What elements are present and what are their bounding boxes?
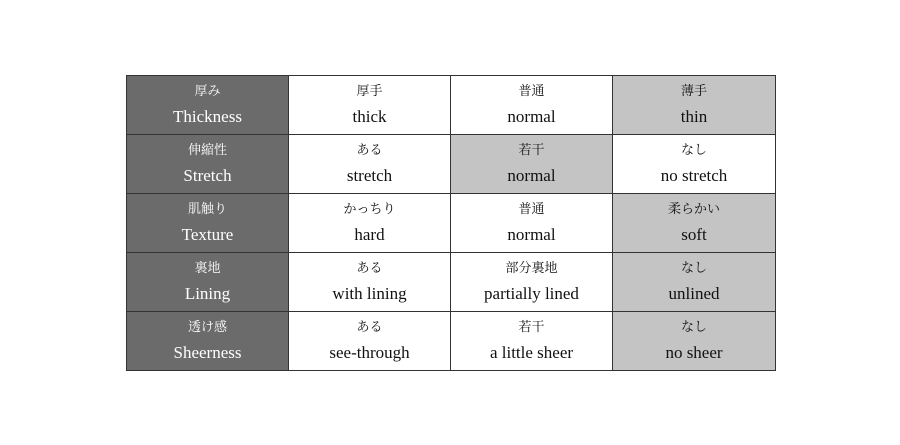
option-cell-unlined [613,253,776,312]
table-row-thickness [127,76,776,135]
option-en: normal [507,106,556,126]
option-jp: ある [356,142,383,158]
option-jp: 厚手 [356,83,383,99]
option-jp: 若干 [518,319,545,335]
option-en: normal [507,224,556,244]
option-en: unlined [668,283,720,303]
option-en: see-through [329,342,410,362]
option-en: thin [680,106,708,126]
option-cell-a-little-sheer [451,312,613,371]
option-cell-no-sheer [613,312,776,371]
row-label-en: Lining [184,283,231,303]
option-jp: 普通 [518,83,545,99]
option-cell-see-through [289,312,451,371]
table-row-sheerness [127,312,776,371]
option-cell-normal [451,76,613,135]
row-label-texture [127,194,289,253]
fabric-spec-table [126,75,776,371]
option-cell-thin [613,76,776,135]
option-cell-normal [451,135,613,194]
row-label-lining [127,253,289,312]
option-jp: なし [680,260,707,276]
row-label-en: Texture [181,224,234,244]
option-jp: 普通 [518,201,545,217]
row-label-thickness [127,76,289,135]
option-cell-soft [613,194,776,253]
option-en: normal [507,165,556,185]
row-label-en: Sheerness [173,342,242,362]
option-jp: ある [356,260,383,276]
option-cell-thick [289,76,451,135]
option-en: a little sheer [489,342,574,362]
option-jp: ある [356,319,383,335]
option-en: no sheer [665,342,723,362]
option-jp: なし [680,142,707,158]
table-row-lining [127,253,776,312]
row-label-sheerness [127,312,289,371]
option-en: soft [681,224,707,244]
option-jp: なし [680,319,707,335]
row-label-jp: 透け感 [187,319,227,335]
option-cell-with-lining [289,253,451,312]
row-label-jp: 裏地 [194,260,221,276]
option-en: hard [354,224,385,244]
row-label-stretch [127,135,289,194]
table-row-texture [127,194,776,253]
row-label-en: Stretch [183,165,232,185]
option-jp: 若干 [518,142,545,158]
option-en: with lining [332,283,407,303]
option-cell-hard [289,194,451,253]
option-jp: 部分裏地 [505,260,558,276]
row-label-jp: 肌触り [187,201,227,217]
option-cell-partially-lined [451,253,613,312]
option-en: no stretch [660,165,728,185]
option-cell-no-stretch [613,135,776,194]
row-label-jp: 厚み [194,83,221,99]
table-row-stretch [127,135,776,194]
option-jp: 薄手 [680,83,707,99]
option-jp: 柔らかい [667,201,720,217]
row-label-en: Thickness [173,106,242,126]
option-cell-stretch [289,135,451,194]
option-cell-normal [451,194,613,253]
option-jp: かっちり [343,201,396,217]
option-en: partially lined [484,283,579,303]
row-label-jp: 伸縮性 [187,142,227,158]
option-en: thick [352,106,387,126]
option-en: stretch [346,165,393,185]
